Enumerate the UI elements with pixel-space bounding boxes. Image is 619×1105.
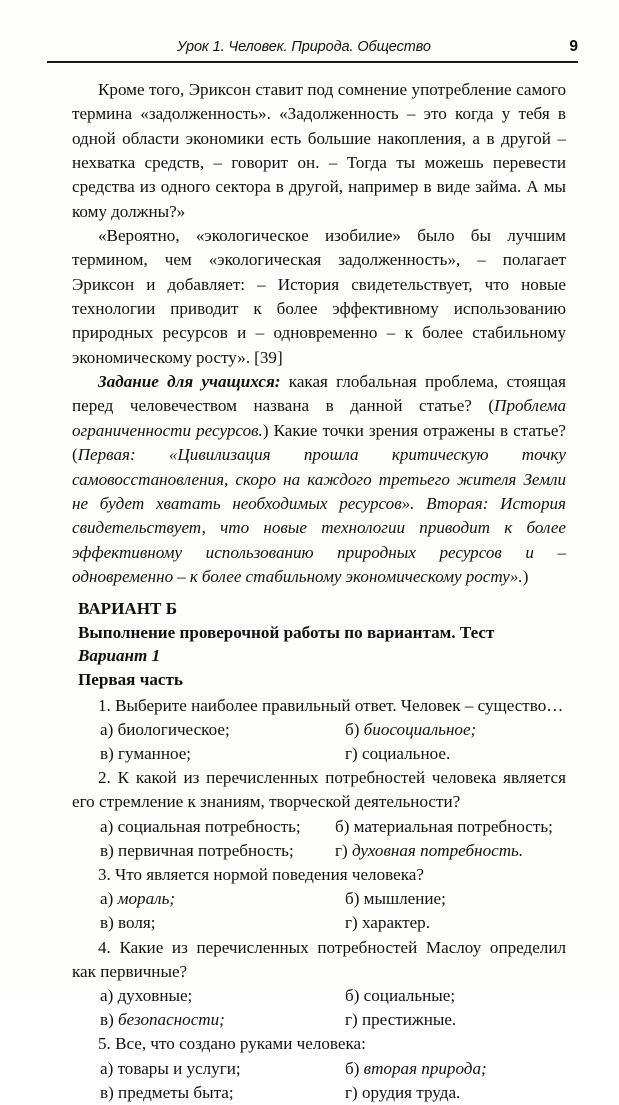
answer-option[interactable] xyxy=(100,887,345,911)
option-text: товары и услуги; xyxy=(117,1058,241,1078)
option-row xyxy=(72,718,566,742)
option-row xyxy=(72,815,566,839)
answer-options xyxy=(72,815,566,863)
option-text: орудия труда. xyxy=(361,1082,461,1102)
option-text: духовные; xyxy=(117,986,193,1006)
option-label: а) xyxy=(100,719,118,739)
question-3 xyxy=(72,863,566,936)
option-label: б) xyxy=(345,719,364,739)
option-text: духовная потребность. xyxy=(351,840,524,860)
header-divider xyxy=(47,61,578,63)
question-text: 2. К какой из перечисленных потребностей человека является его стремление к знаниям, творческой деятельности? xyxy=(72,768,566,812)
answer-option[interactable] xyxy=(100,815,335,839)
option-label: г) xyxy=(345,1082,362,1102)
answer-option[interactable] xyxy=(345,1057,487,1081)
page-content xyxy=(72,78,566,1105)
option-text: социальное. xyxy=(361,744,451,763)
answer-option[interactable] xyxy=(345,887,446,911)
answer-options xyxy=(72,887,566,935)
option-label: а) xyxy=(100,986,118,1006)
option-label: г) xyxy=(335,840,352,860)
option-label: в) xyxy=(100,913,119,933)
answer-options xyxy=(72,718,566,766)
text-run: Первая: «Цивилизация прошла критическую точку самовосстановления, скоро на каждого третьего жителя Земли не будет хватать необходимых ресурсов». Вторая: История свидетельствует, что новые технологии приводит к более эффективному использованию природных ресурсов и – одновременно – к более стабильному экономическому росту». xyxy=(72,445,566,586)
option-text: вторая природа; xyxy=(363,1058,487,1078)
option-row xyxy=(72,984,566,1008)
answer-option[interactable] xyxy=(345,984,455,1008)
answer-options xyxy=(72,1057,566,1105)
question-text: 1. Выберите наиболее правильный ответ. Человек – существо… xyxy=(98,695,564,715)
option-text: характер. xyxy=(361,913,430,933)
answer-option[interactable] xyxy=(345,1081,460,1105)
option-text: первичная потребность; xyxy=(118,840,294,860)
option-text: мораль; xyxy=(117,889,176,909)
option-row xyxy=(72,839,566,863)
answer-option[interactable] xyxy=(345,718,476,742)
answer-option[interactable] xyxy=(100,1057,345,1081)
option-text: мышление; xyxy=(363,889,446,909)
option-text: социальные; xyxy=(363,986,456,1006)
answer-options xyxy=(72,984,566,1032)
option-label: г) xyxy=(345,744,362,763)
option-label: б) xyxy=(345,1058,364,1078)
option-text: воля; xyxy=(118,913,156,933)
answer-option[interactable] xyxy=(345,742,450,766)
running-head-title: Урок 1. Человек. Природа. Общество xyxy=(177,39,431,55)
answer-option[interactable] xyxy=(100,984,345,1008)
answer-option[interactable] xyxy=(335,839,523,863)
answer-option[interactable] xyxy=(335,815,553,839)
option-label: а) xyxy=(100,889,118,909)
option-label: г) xyxy=(345,1010,362,1030)
answer-option[interactable] xyxy=(100,718,345,742)
option-row xyxy=(72,911,566,935)
option-row xyxy=(72,1057,566,1081)
text-run: Кроме того, Эриксон ставит под сомнение употребление самого термина «задолженность». «Задолженность – это когда у тебя в одной области экономики есть большие накопления, а в другой – нехватка средств, – говорит он. – Тогда ты можешь перевести средства из одного сектора в другой, например в виде займа. А мы кому должны?» xyxy=(72,80,566,221)
option-row xyxy=(72,1081,566,1105)
text-run: какая глобальная проблема, стоящая перед человечеством названа в данной статье? ( xyxy=(72,372,567,416)
text-run: ) Какие точки зрения отражены в статье? ( xyxy=(72,420,567,465)
question-2 xyxy=(72,766,566,863)
option-label: б) xyxy=(335,816,354,836)
text-run: Задание для учащихся: xyxy=(98,372,281,392)
section-headings xyxy=(72,597,566,691)
paragraph xyxy=(72,78,566,224)
paragraph xyxy=(72,224,566,370)
option-text: престижные. xyxy=(361,1010,457,1030)
answer-option[interactable] xyxy=(100,911,345,935)
text-run: ) xyxy=(522,566,529,586)
option-label: в) xyxy=(100,1082,119,1102)
answer-option[interactable] xyxy=(100,1081,345,1105)
question-4 xyxy=(72,936,566,1033)
running-head xyxy=(47,38,578,56)
option-label: а) xyxy=(100,1058,118,1078)
answer-option[interactable] xyxy=(100,742,345,766)
option-label: в) xyxy=(100,840,119,860)
option-text: социальная потребность; xyxy=(117,816,301,836)
answer-option[interactable] xyxy=(345,1008,456,1032)
question-text: 5. Все, что создано руками человека: xyxy=(98,1034,366,1054)
section-heading: Выполнение проверочной работы по вариантам. Тест xyxy=(78,622,495,642)
option-label: а) xyxy=(100,816,118,836)
paragraph xyxy=(72,370,566,589)
question-text: 3. Что является нормой поведения человека? xyxy=(98,865,424,885)
answer-option[interactable] xyxy=(100,1008,345,1032)
section-heading: Вариант 1 xyxy=(78,646,161,666)
text-run: Проблема ограниченности ресурсов. xyxy=(72,396,566,440)
option-text: предметы быта; xyxy=(118,1082,234,1102)
option-text: биосоциальное; xyxy=(363,719,477,739)
section-heading: ВАРИАНТ Б xyxy=(78,599,178,619)
text-run: «Вероятно, «экологическое изобилие» было бы лучшим термином, чем «экологическая задолженность», – полагает Эриксон и добавляет: – История свидетельствует, что новые технологии приводит к более эффективному использованию природных ресурсов и – одновременно – к более стабильному экономическому росту». [39] xyxy=(72,226,566,367)
option-label: в) xyxy=(100,1010,119,1030)
option-label: г) xyxy=(345,913,362,933)
question-text: 4. Какие из перечисленных потребностей Маслоу определил как первичные? xyxy=(72,937,566,981)
option-label: б) xyxy=(345,986,364,1006)
option-text: биологическое; xyxy=(117,719,230,739)
question-5 xyxy=(72,1032,566,1105)
body-paragraphs xyxy=(72,78,566,589)
option-label: б) xyxy=(345,889,364,909)
answer-option[interactable] xyxy=(345,911,430,935)
option-text: гуманное; xyxy=(118,744,192,763)
answer-option[interactable] xyxy=(100,839,335,863)
page-number: 9 xyxy=(569,38,578,55)
option-text: безопасности; xyxy=(118,1010,225,1030)
option-label: в) xyxy=(100,744,119,763)
section-heading: Первая часть xyxy=(78,670,183,689)
question-1 xyxy=(72,694,566,767)
option-text: материальная потребность; xyxy=(353,816,553,836)
option-row xyxy=(72,887,566,911)
option-row xyxy=(72,742,566,766)
test-questions xyxy=(72,694,566,1105)
option-row xyxy=(72,1008,566,1032)
